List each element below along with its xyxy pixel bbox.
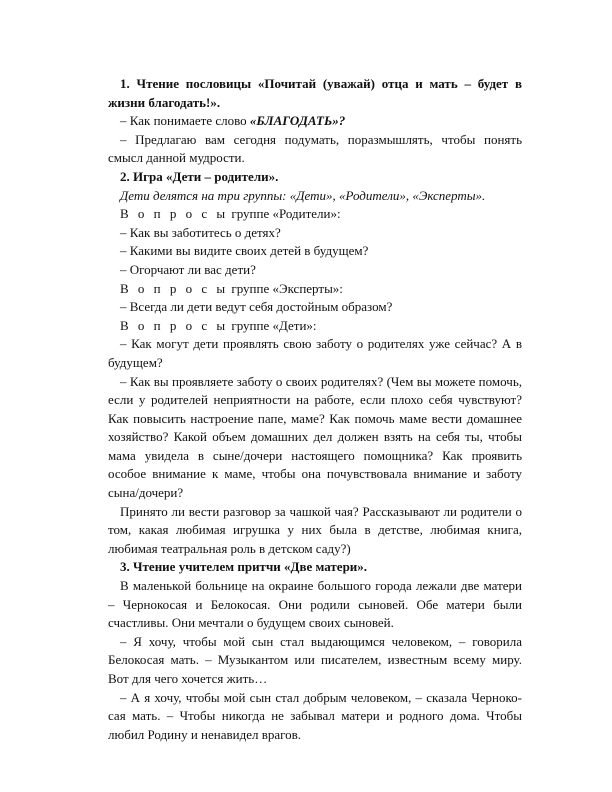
question-item: – Какими вы видите своих детей в будущем? <box>120 243 369 259</box>
blagodat-word: «БЛАГОДАТЬ»? <box>249 113 346 129</box>
parable-paragraph: – А я хочу, чтобы мой сын стал добрым человеком, – сказала Чернокосая мать. – Чтобы никогда не забывал матери и родного дома. Чтобы любил Родину и ненавидел врагов. <box>108 689 522 742</box>
group-name: группе «Эксперты»: <box>228 280 343 296</box>
suggestion-paragraph: – Предлагаю вам сегодня подумать, поразмышлять, чтобы понять смысл данной мудрости. <box>108 131 522 166</box>
document-body <box>108 75 522 744</box>
group-name: группе «Родители»: <box>228 206 341 222</box>
questions-word: В о п р о с ы <box>120 280 229 296</box>
questions-parents-label <box>108 205 522 224</box>
parable-paragraph: В маленькой больнице на окраине большого города лежали две матери – Чернокосая и Белокосая. Они родили сыновей. Обе матери были счастливы. Они мечтали о будущем своих сыновей. <box>108 578 522 631</box>
question-item: – Огорчают ли вас дети? <box>120 261 256 277</box>
parable-heading: 3. Чтение учителем притчи «Две матери». <box>120 559 368 575</box>
game-heading: 2. Игра «Дети – родители». <box>120 168 279 184</box>
questions-word: В о п р о с ы <box>120 206 229 222</box>
parable-paragraph: – Я хочу, чтобы мой сын стал выдающимся человеком, – говорила Белокосая мать. – Музыкантом или писателем, известным всему миру. Вот для чего хочется жить… <box>108 633 522 686</box>
question-text: – Как понимаете слово <box>120 113 250 129</box>
questions-experts-label <box>108 280 522 299</box>
question-item: – Всегда ли дети ведут себя достойным образом? <box>120 299 393 315</box>
question-item: – Как вы проявляете заботу о своих родителях? (Чем вы можете помочь, если у родителей неприятности на работе, если плохо себя чувствуют? Как повысить настроение папе, маме? Как помочь маме вести домашнее хозяйство? Какой объем домашних дел должен взять на себя ты, чтобы мама увидела в сыне/дочери настоящего помощника? Как проявить особое внимание к маме, чтобы она почувствовала внимание и заботу сына/дочери? <box>108 373 522 501</box>
proverb-heading: 1. Чтение пословицы «Почитай (уважай) отца и мать – будет в жизни благодать!». <box>108 76 522 110</box>
question-item: – Как вы заботитесь о детях? <box>120 224 281 240</box>
questions-children-label <box>108 317 522 336</box>
groups-paragraph: Дети делятся на три группы: «Дети», «Родители», «Эксперты». <box>120 187 486 203</box>
tea-paragraph: Принято ли вести разговор за чашкой чая? Рассказывают ли родители о том, какая любимая игрушка у них была в детстве, любимая книга, любимая театральная роль в детском саду?) <box>108 503 522 556</box>
questions-word: В о п р о с ы <box>120 317 229 333</box>
group-name: группе «Дети»: <box>228 317 317 333</box>
question-item: – Как могут дети проявлять свою заботу о родителях уже сейчас? А в будущем? <box>108 336 522 370</box>
question-blagodat <box>108 112 522 131</box>
